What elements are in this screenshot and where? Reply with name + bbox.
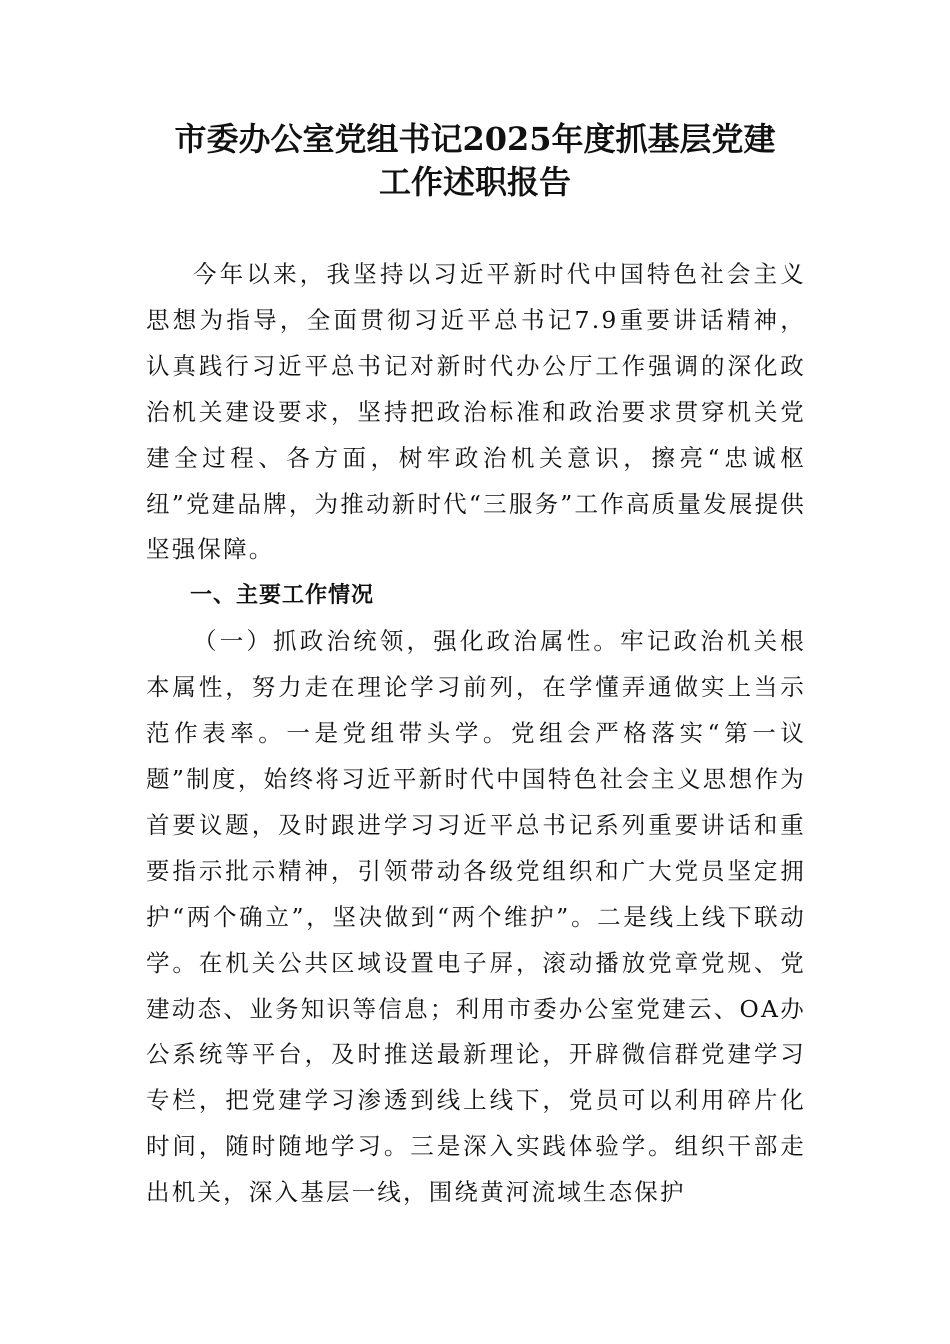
intro-paragraph: 今年以来，我坚持以习近平新时代中国特色社会主义思想为指导，全面贯彻习近平总书记7.9重要讲话精神，认真践行习近平总书记对新时代办公厅工作强调的深化政治机关建设要求，坚持把政治标准和政治要求贯穿机关党建全过程、各方面，树牢政治机关意识，擦亮“忠诚枢纽”党建品牌，为推动新时代“三服务”工作高质量发展提供坚强保障。 (146, 260, 806, 564)
document-body (146, 252, 806, 1216)
section-paragraph: （一）抓政治统领，强化政治属性。牢记政治机关根本属性，努力走在理论学习前列，在学懂弄通做实上当示范作表率。一是党组带头学。党组会严格落实“第一议题”制度，始终将习近平新时代中国特色社会主义思想作为首要议题，及时跟进学习习近平总书记系列重要讲话和重要指示批示精神，引领带动各级党组织和广大党员坚定拥护“两个确立”，坚决做到“两个维护”。二是线上线下联动学。在机关公共区域设置电子屏，滚动播放党章党规、党建动态、业务知识等信息；利用市委办公室党建云、OA办公系统等平台，及时推送最新理论，开辟微信群党建学习专栏，把党建学习渗透到线上线下，党员可以利用碎片化时间，随时随地学习。三是深入实践体验学。组织干部走出机关，深入基层一线，围绕黄河流域生态保护 (146, 627, 806, 1207)
document-title-line-1: 市委办公室党组书记2025年度抓基层党建 (174, 120, 776, 158)
section-heading: 一、主要工作情况 (190, 583, 375, 609)
document-title-line-2: 工作述职报告 (378, 163, 571, 201)
